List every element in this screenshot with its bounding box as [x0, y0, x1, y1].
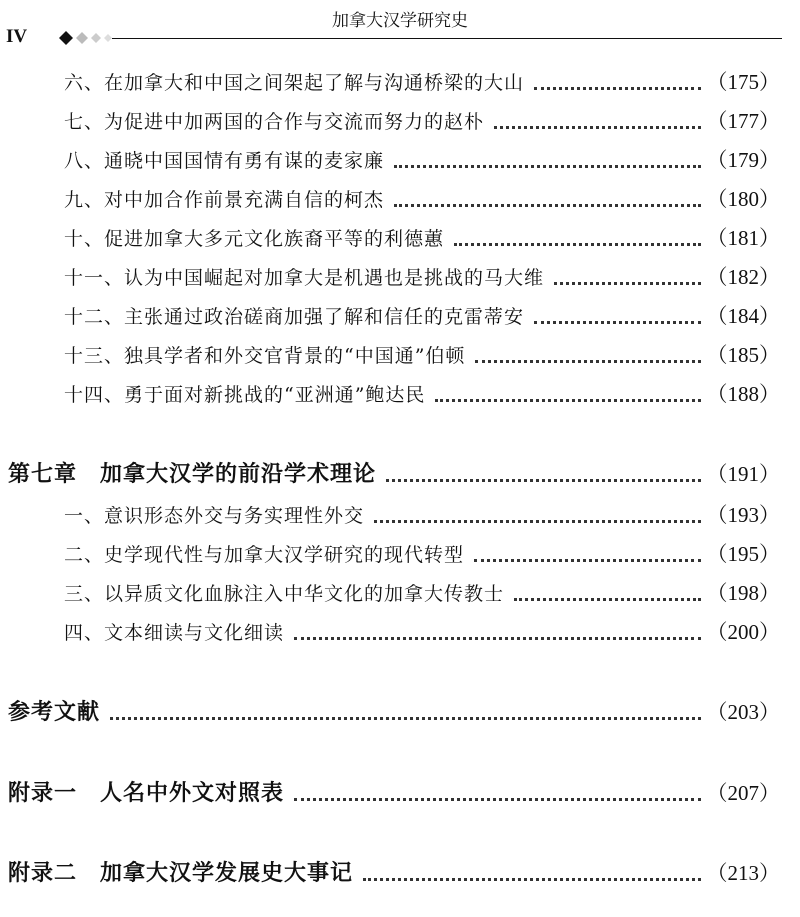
toc-appendix-1[interactable] — [0, 773, 780, 813]
dot-leader — [554, 282, 700, 285]
toc-entry-title: 七、为促进中加两国的合作与交流而努力的赵朴 — [64, 111, 485, 133]
toc-entry-page: （177） — [706, 109, 780, 133]
references-page: （203） — [706, 700, 780, 724]
dot-leader — [394, 165, 700, 168]
toc-entry[interactable] — [0, 142, 780, 178]
dot-leader — [386, 479, 700, 482]
toc-entry-page: （184） — [706, 304, 780, 328]
toc-entry[interactable] — [0, 614, 780, 650]
toc-entry-title: 十、促进加拿大多元文化族裔平等的利德蕙 — [64, 228, 445, 250]
dot-leader — [474, 559, 700, 562]
toc-entry-title: 一、意识形态外交与务实理性外交 — [64, 505, 365, 527]
dot-leader — [494, 126, 700, 129]
toc-entry-title: 十一、认为中国崛起对加拿大是机遇也是挑战的马大维 — [64, 267, 545, 289]
chapter-page: （191） — [706, 462, 780, 486]
toc-entry-page: （198） — [706, 581, 780, 605]
dot-leader — [454, 243, 700, 246]
dot-leader — [475, 360, 700, 363]
header-rule — [112, 38, 782, 39]
toc-entry[interactable] — [0, 298, 780, 334]
toc-entry[interactable] — [0, 376, 780, 412]
dot-leader — [294, 798, 700, 801]
references-title: 参考文献 — [8, 700, 101, 725]
toc-entry-title: 八、通晓中国国情有勇有谋的麦家廉 — [64, 150, 385, 172]
toc-entry-page: （188） — [706, 382, 780, 406]
toc-entry[interactable] — [0, 181, 780, 217]
toc-entry-page: （200） — [706, 620, 780, 644]
toc-entry-page: （180） — [706, 187, 780, 211]
toc-references[interactable] — [0, 692, 780, 732]
dot-leader — [534, 87, 700, 90]
page-number: IV — [6, 26, 28, 47]
toc-entry-title: 四、文本细读与文化细读 — [64, 622, 285, 644]
toc-entry-title: 九、对中加合作前景充满自信的柯杰 — [64, 189, 385, 211]
toc-entry-page: （181） — [706, 226, 780, 250]
toc-entry-title: 十三、独具学者和外交官背景的“中国通”伯顿 — [64, 345, 466, 367]
dot-leader — [374, 520, 700, 523]
appendix-1-title: 附录一 人名中外文对照表 — [8, 781, 285, 806]
toc-entry-title: 三、以异质文化血脉注入中华文化的加拿大传教士 — [64, 583, 505, 605]
appendix-2-title: 附录二 加拿大汉学发展史大事记 — [8, 861, 354, 886]
diamond-ornament-icon — [58, 30, 114, 48]
toc-entry[interactable] — [0, 259, 780, 295]
toc-entry-title: 二、史学现代性与加拿大汉学研究的现代转型 — [64, 544, 465, 566]
toc-entry-title: 十二、主张通过政治磋商加强了解和信任的克雷蒂安 — [64, 306, 525, 328]
dot-leader — [294, 637, 700, 640]
toc-entry-page: （193） — [706, 503, 780, 527]
toc-entry[interactable] — [0, 103, 780, 139]
appendix-1-page: （207） — [706, 781, 780, 805]
toc-entry-page: （175） — [706, 70, 780, 94]
toc-entry[interactable] — [0, 64, 780, 100]
toc-entry-page: （179） — [706, 148, 780, 172]
dot-leader — [435, 399, 700, 402]
toc-entry[interactable] — [0, 220, 780, 256]
chapter-title: 第七章 加拿大汉学的前沿学术理论 — [8, 462, 377, 487]
dot-leader — [514, 598, 700, 601]
toc-entry[interactable] — [0, 497, 780, 533]
toc-entry-title: 十四、勇于面对新挑战的“亚洲通”鲍达民 — [64, 384, 426, 406]
toc-entry-page: （185） — [706, 343, 780, 367]
dot-leader — [534, 321, 700, 324]
toc-entry-page: （195） — [706, 542, 780, 566]
toc-appendix-2[interactable] — [0, 853, 780, 893]
toc-chapter-7[interactable] — [0, 454, 780, 494]
toc-entry[interactable] — [0, 536, 780, 572]
toc-entry-page: （182） — [706, 265, 780, 289]
toc-entry-title: 六、在加拿大和中国之间架起了解与沟通桥梁的大山 — [64, 72, 525, 94]
running-header-title: 加拿大汉学研究史 — [332, 11, 468, 31]
dot-leader — [394, 204, 700, 207]
toc-entry[interactable] — [0, 337, 780, 373]
dot-leader — [363, 878, 700, 881]
toc-entry[interactable] — [0, 575, 780, 611]
appendix-2-page: （213） — [706, 861, 780, 885]
dot-leader — [110, 717, 700, 720]
